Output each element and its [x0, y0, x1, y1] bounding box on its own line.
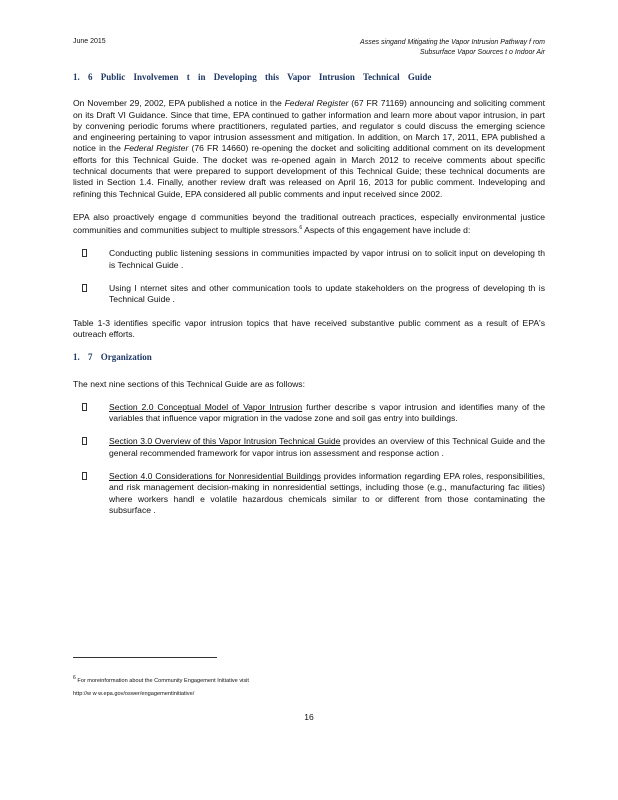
section-link[interactable]: Section 2.0 Conceptual Model of Vapor Intrusion	[109, 401, 303, 412]
paragraph-public-notice: On November 29, 2002, EPA published a notice in the Federal Register (67 FR 71169) announcing and soliciting comment on its Draft VI Guidance. Since that time, EPA continued to gather information and learn more about vapor intrusion, in part by convening periodic forums where practitioners, regulated parties, and regulator s could discuss the emerging science and engineering pertaining to vapor intrusion assessment and mitigation. In addition, on March 17, 2011, EPA published a notice in the Federal Register (76 FR 14660) re-opening the docket and soliciting additional comment on its development efforts for this Technical Guide. The docket was re-opened again in March 2012 to receive comments about specific technical documents that were prepared to support development of this Technical Guide; these technical documents are listed in Section 1.4. Finally, another review draft was released on April 16, 2013 for public comment. Indeveloping and refining this Technical Guide, EPA considered all public comments and input received since 2002.	[73, 98, 545, 199]
header-title	[360, 38, 545, 58]
bullet-box-icon	[82, 403, 87, 411]
paragraph-engagement: EPA also proactively engage d communities beyond the traditional outreach practices, especially environmental justice communities and communities subject to multiple stressors.$^6$ Aspects of this engagement have include d:	[73, 211, 545, 236]
paragraph-table-reference: Table 1-3 identifies specific vapor intrusion topics that have received substantive public comment as a result of EPA's outreach efforts.	[73, 317, 545, 339]
list-item: Section 2.0 Conceptual Model of Vapor Intrusion further describe s vapor intrusion and identifies many of the variables that influence vapor migration in the vadose zone and soil gas entry into buildings.	[73, 402, 545, 425]
organization-bullet-list	[73, 402, 545, 516]
list-item: Section 3.0 Overview of this Vapor Intrusion Technical Guide provides an overview of this Technical Guide and the general recommended framework for vapor intrus ion assessment and response action .	[73, 436, 545, 459]
footnote	[73, 672, 373, 701]
header-title-line2: Subsurface Vapor Sources t o Indoor Air	[419, 49, 545, 56]
list-item: Conducting public listening sessions in communities impacted by vapor intrusi on to solicit input on developing th is Technical Guide .	[73, 248, 545, 271]
list-item: Section 4.0 Considerations for Nonresidential Buildings provides information regarding EPA roles, responsibilities, and risk management decision-making in nonresidential settings, including those (e.g., manufacturing fac ilities) where workers handl e volatile hazardous chemicals similar to or different from those contaminating the subsurface .	[73, 471, 545, 516]
bullet-box-icon	[82, 472, 87, 480]
footnote-marker[interactable]: 6	[299, 225, 303, 232]
section-link[interactable]: Section 3.0 Overview of this Vapor Intrusion Technical Guide	[109, 436, 341, 447]
footnote-line1: $^6$ For moreinformation about the Community Engagement Initiative visit	[73, 675, 249, 684]
header-date: June 2015	[73, 38, 106, 45]
bullet-box-icon	[82, 284, 87, 292]
document-body	[73, 72, 545, 528]
engagement-bullet-list	[73, 248, 545, 305]
list-item: Using I nternet sites and other communication tools to update stakeholders on the progress of developing th is Technical Guide .	[73, 283, 545, 306]
section-heading-1-7: 1. 7 Organization	[73, 352, 152, 363]
footnote-link[interactable]: http://w w w.epa.gov/oswer/engagementinitiative/	[73, 690, 195, 697]
bullet-box-icon	[82, 249, 87, 257]
header-title-line1: Asses singand Mitigating the Vapor Intrusion Pathway f rom	[360, 39, 545, 46]
section-link[interactable]: Section 4.0 Considerations for Nonresidential Buildings	[109, 470, 321, 481]
page-number: 16	[304, 712, 314, 722]
section-heading-1-6: 1. 6 Public Involvemen t in Developing this Vapor Intrusion Technical Guide	[73, 72, 432, 82]
paragraph-organization-intro: The next nine sections of this Technical Guide are as follows:	[73, 378, 305, 389]
bullet-box-icon	[82, 437, 87, 445]
footnote-divider	[73, 657, 217, 658]
